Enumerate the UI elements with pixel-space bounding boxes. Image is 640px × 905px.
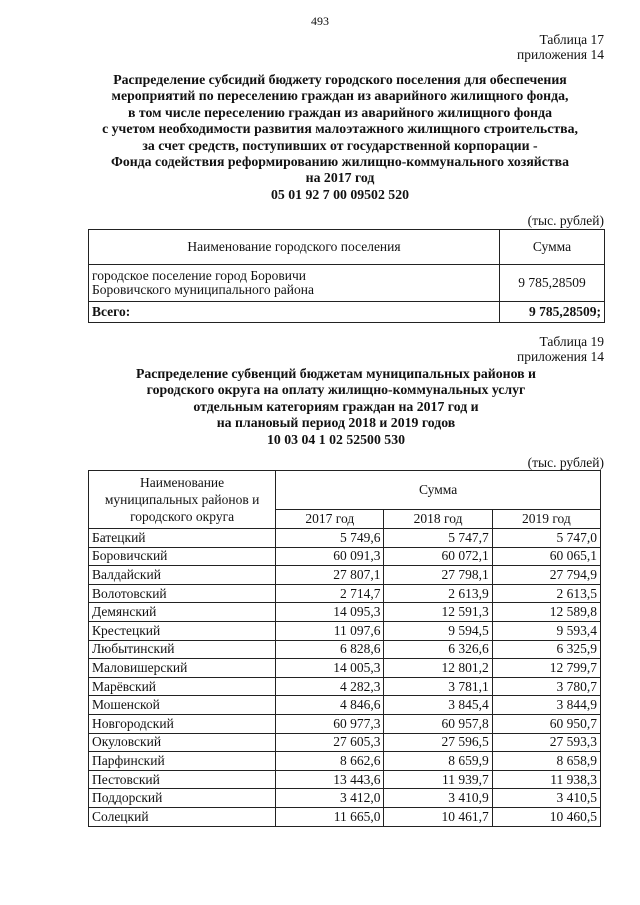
table19-cell-2018: 2 613,9 — [384, 584, 492, 603]
table-row — [89, 677, 601, 696]
table19-cell-name: Крестецкий — [89, 621, 276, 640]
table17-ref-line1: Таблица 17 — [539, 32, 604, 47]
table17-header-row — [89, 230, 605, 265]
table19-cell-2019: 27 593,3 — [492, 733, 600, 752]
table19-cell-2019: 3 780,7 — [492, 677, 600, 696]
table17-total-sum: 9 785,28509; — [500, 302, 605, 323]
table19-header-name — [89, 471, 276, 529]
table-row — [89, 733, 601, 752]
table17-header-name: Наименование городского поселения — [89, 230, 500, 265]
table19-cell-name: Любытинский — [89, 640, 276, 659]
table19-cell-2019: 12 799,7 — [492, 659, 600, 678]
table19-ref-line1: Таблица 19 — [539, 334, 604, 349]
table-row — [89, 529, 601, 548]
table17-reference — [517, 32, 604, 62]
table19-cell-2019: 12 589,8 — [492, 603, 600, 622]
table19-cell-2019: 3 410,5 — [492, 789, 600, 808]
table17-total-label: Всего: — [89, 302, 500, 323]
table19-cell-2018: 8 659,9 — [384, 752, 492, 771]
table19-cell-2017: 11 097,6 — [276, 621, 384, 640]
table19-cell-2019: 27 794,9 — [492, 566, 600, 585]
table19-cell-2018: 12 801,2 — [384, 659, 492, 678]
table19-title-line: отдельным категориям граждан на 2017 год и — [193, 398, 479, 414]
table19-cell-name: Пестовский — [89, 770, 276, 789]
table19-cell-2018: 11 939,7 — [384, 770, 492, 789]
table19-cell-2017: 3 412,0 — [276, 789, 384, 808]
table19-cell-2018: 27 596,5 — [384, 733, 492, 752]
table17-total-row — [89, 302, 605, 323]
table19-cell-2017: 60 977,3 — [276, 714, 384, 733]
table17-title-line: Фонда содействия реформированию жилищно-коммунального хозяйства — [110, 154, 570, 170]
table19-cell-name: Марёвский — [89, 677, 276, 696]
table19-cell-2018: 60 957,8 — [384, 714, 492, 733]
table19-cell-name: Мошенской — [89, 696, 276, 715]
table19-cell-2019: 5 747,0 — [492, 529, 600, 548]
table19-cell-2017: 5 749,6 — [276, 529, 384, 548]
table-row — [89, 714, 601, 733]
table17-header-sum: Сумма — [500, 230, 605, 265]
table-row — [89, 584, 601, 603]
table19-reference — [517, 334, 604, 364]
table19-cell-2019: 10 460,5 — [492, 807, 600, 826]
table17-ref-line2: приложения 14 — [516, 47, 604, 62]
table19-cell-2019: 60 065,1 — [492, 547, 600, 566]
table19-cell-name: Демянский — [89, 603, 276, 622]
table17-row-name-line2: Боровичского муниципального района — [92, 282, 314, 297]
table19-cell-2018: 10 461,7 — [384, 807, 492, 826]
table19-cell-2018: 27 798,1 — [384, 566, 492, 585]
table19-title-line: на плановый период 2018 и 2019 годов — [216, 415, 456, 431]
table-row — [89, 770, 601, 789]
table17-unit: (тыс. рублей) — [527, 213, 604, 228]
table19-cell-2017: 8 662,6 — [276, 752, 384, 771]
table19-cell-2018: 12 591,3 — [384, 603, 492, 622]
table19-cell-name: Окуловский — [89, 733, 276, 752]
table17-title-line: в том числе переселению граждан из аварийного жилищного фонда — [127, 104, 553, 120]
table19-cell-name: Маловишерский — [89, 659, 276, 678]
table19-cell-2017: 6 828,6 — [276, 640, 384, 659]
table19-cell-name: Поддорский — [89, 789, 276, 808]
table19-header-sum: Сумма — [276, 471, 601, 510]
page-number: 493 — [311, 14, 329, 28]
table19-cell-2017: 4 282,3 — [276, 677, 384, 696]
table19-cell-2017: 27 605,3 — [276, 733, 384, 752]
table19-cell-name: Батецкий — [89, 529, 276, 548]
table19-year-2018: 2018 год — [384, 510, 492, 529]
table17-row-sum: 9 785,28509 — [500, 265, 605, 302]
table19-cell-2017: 14 095,3 — [276, 603, 384, 622]
table19-cell-name: Солецкий — [89, 807, 276, 826]
table19-title-line: Распределение субвенций бюджетам муниципальных районов и — [135, 366, 537, 381]
table19-cell-2019: 6 325,9 — [492, 640, 600, 659]
table19-header-name-line2: муниципальных районов и — [104, 492, 260, 507]
table-row — [89, 696, 601, 715]
table-row — [89, 603, 601, 622]
table19-year-2019: 2019 год — [492, 510, 600, 529]
table17-title-line: за счет средств, поступивших от государственной корпорации - — [142, 137, 538, 153]
table-row — [89, 547, 601, 566]
table17-title-line: на 2017 год — [305, 170, 375, 186]
table19-cell-2018: 5 747,7 — [384, 529, 492, 548]
table17-title-line: мероприятий по переселению граждан из аварийного жилищного фонда, — [111, 88, 569, 104]
table19-cell-2018: 6 326,6 — [384, 640, 492, 659]
table19-cell-name: Парфинский — [89, 752, 276, 771]
table19-cell-2017: 14 005,3 — [276, 659, 384, 678]
table19-cell-2017: 2 714,7 — [276, 584, 384, 603]
table19-cell-2017: 11 665,0 — [276, 807, 384, 826]
table19-cell-2018: 9 594,5 — [384, 621, 492, 640]
table19-body — [89, 529, 601, 827]
table19-cell-2018: 3 781,1 — [384, 677, 492, 696]
table19-unit: (тыс. рублей) — [527, 455, 604, 470]
table-row — [89, 640, 601, 659]
table17-row-name — [89, 265, 500, 302]
table19-header-row — [89, 471, 601, 510]
table-row — [89, 659, 601, 678]
table-row — [89, 752, 601, 771]
table19-cell-2017: 13 443,6 — [276, 770, 384, 789]
table19-cell-name: Валдайский — [89, 566, 276, 585]
table19-cell-2019: 11 938,3 — [492, 770, 600, 789]
table19-title — [36, 366, 636, 448]
table-row — [89, 566, 601, 585]
table19-cell-2019: 60 950,7 — [492, 714, 600, 733]
table-row — [89, 807, 601, 826]
table19-cell-name: Новгородский — [89, 714, 276, 733]
table19 — [88, 470, 601, 827]
table19-ref-line2: приложения 14 — [516, 349, 604, 364]
table19-year-2017: 2017 год — [276, 510, 384, 529]
table17-title — [40, 72, 640, 203]
table19-cell-2018: 3 410,9 — [384, 789, 492, 808]
table-row — [89, 265, 605, 302]
table19-cell-2018: 60 072,1 — [384, 547, 492, 566]
table-row — [89, 789, 601, 808]
table19-header-name-line3: городского округа — [130, 509, 235, 524]
table19-cell-2019: 3 844,9 — [492, 696, 600, 715]
table19-cell-2017: 60 091,3 — [276, 547, 384, 566]
table19-cell-name: Боровичский — [89, 547, 276, 566]
table19-cell-2019: 9 593,4 — [492, 621, 600, 640]
table19-cell-2017: 27 807,1 — [276, 566, 384, 585]
table17-title-line: с учетом необходимости развития малоэтажного жилищного строительства, — [102, 121, 578, 137]
table17-title-line: 05 01 92 7 00 09502 520 — [271, 186, 409, 202]
table17-title-line: Распределение субсидий бюджету городского поселения для обеспечения — [113, 72, 567, 87]
table19-cell-2019: 8 658,9 — [492, 752, 600, 771]
table17 — [88, 229, 605, 323]
table19-cell-2017: 4 846,6 — [276, 696, 384, 715]
table19-cell-2019: 2 613,5 — [492, 584, 600, 603]
table19-title-line: городского округа на оплату жилищно-коммунальных услуг — [146, 382, 526, 398]
table-row — [89, 621, 601, 640]
table19-cell-2018: 3 845,4 — [384, 696, 492, 715]
table19-cell-name: Волотовский — [89, 584, 276, 603]
table19-header-name-line1: Наименование — [140, 475, 225, 490]
table19-title-line: 10 03 04 1 02 52500 530 — [267, 431, 405, 447]
table17-row-name-line1: городское поселение город Боровичи — [92, 268, 307, 283]
